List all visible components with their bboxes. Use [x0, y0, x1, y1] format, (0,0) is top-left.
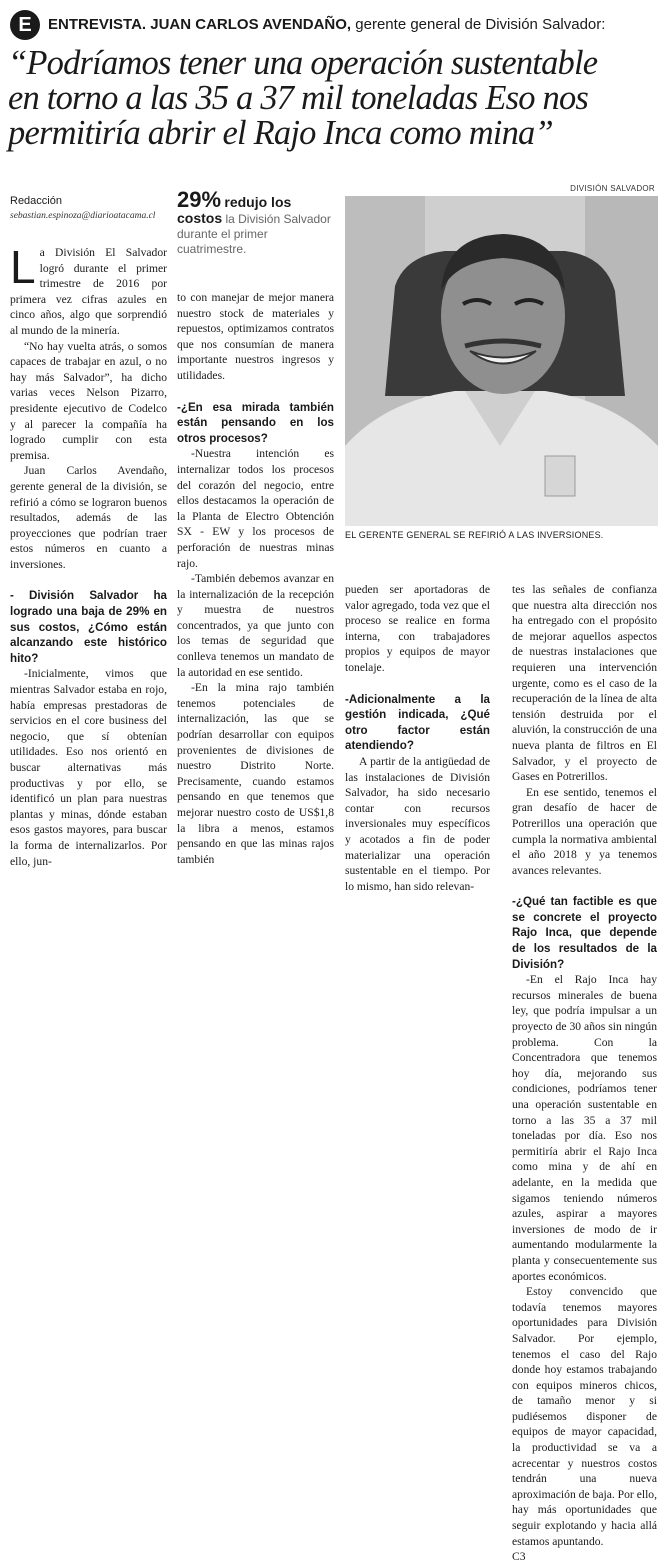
pull-quote-text: la División Salvador durante el primer cuatrimestre.	[177, 212, 331, 256]
byline-label: Redacción	[10, 195, 62, 207]
interviewee-name: JUAN CARLOS AVENDAÑO,	[150, 16, 352, 33]
article-column-2	[177, 290, 334, 867]
end-mark: C3	[512, 1550, 526, 1564]
paragraph: Juan Carlos Avendaño, gerente general de la división, se refirió a cómo se lograron buenos resultados, además de las proyecciones que podrían traer estos números en cuanto a inversiones.	[10, 464, 167, 571]
pull-quote	[177, 187, 334, 257]
paragraph: -Inicialmente, vimos que mientras Salvador estaba en rojo, había empresas prestadoras de servicios en el core business del negocio, que sí obtenían utilidades. Eso nos orientó en buscar alternativas más productivas y por ello, se identificó un plan para nuestras plantas y minas, dónde estaban esos gastos mayores, para buscar la forma de internalizarlos. Por ello, jun-	[10, 667, 167, 868]
headline-line-2: en torno a las 35 a 37 mil toneladas Eso nos	[8, 79, 589, 117]
paragraph: -En la mina rajo también tenemos potenciales de internalización, las que se podrían desarrollar con equipos provenientes de divisiones de nuestro Distrito Norte. Precisamente, cuando estamos pensando en que tenemos que mejorar nuestro costo de US$1,8 la libra a menos, estamos pensando en que las minas rajos también	[177, 681, 334, 866]
section-label: ENTREVISTA.	[48, 16, 147, 33]
paragraph: Estoy convencido que todavía tenemos mayores oportunidades para División Salvador. Por ejemplo, tenemos el caso del Rajo donde hoy estamos trabajando con equipos mineros chicos, de tamaño menor y si pudiésemos disponer de equipos de mayor capacidad, la productividad se va a acrecentar y nuestros costos tendrán una nueva aproximación de baja. Por ello, hay más oportunidades que seguir explotando y hacia allá estamos apuntando.	[512, 1285, 657, 1548]
paragraph: La División El Salvador logró durante el primer trimestre de 2016 por primera vez cifras azules en cinco años, algo que sorprendió al mundo de la minería.	[10, 241, 167, 337]
pull-quote-bold-2: costos	[177, 210, 223, 226]
interview-question: -¿Qué tan factible es que se concrete el proyecto Rajo Inca, que depende de los resultados de la División?	[512, 895, 657, 971]
paragraph: -En el Rajo Inca hay recursos minerales de buena ley, que podría impulsar a un proyecto de 30 años sin ningún problema. Con la Concentradora que tenemos hoy día, mejorando sus condiciones, podríamos tener una operación sustentable en torno a las 35 a 37 mil toneladas por día. Eso nos permitiría abrir el Rajo Inca como mina y de ahí en adelante, en la medida que sigamos teniendo números azules, aspirar a mayores inversiones de modo de ir aumentando modularmente la planta y consecuentemente sus aportes económicos.	[512, 973, 657, 1283]
pull-quote-percent: 29%	[177, 187, 222, 212]
interview-question: -Adicionalmente a la gestión indicada, ¿Qué otro factor están atendiendo?	[345, 692, 490, 753]
kicker-line	[48, 16, 605, 33]
photo-credit: DIVISIÓN SALVADOR	[570, 184, 655, 193]
paragraph: En ese sentido, tenemos el gran desafío de hacer de Potrerillos una operación que cumpla la normativa ambiental el año 2018 y ya tenemos avances relevantes.	[512, 785, 657, 877]
interviewee-photo	[345, 196, 658, 526]
headline-line-1: “Podríamos tener una operación sustentable	[8, 44, 598, 82]
interviewee-role: gerente general de División Salvador:	[355, 16, 606, 33]
interview-question: -¿En esa mirada también están pensando en los otros procesos?	[177, 400, 334, 445]
portrait-image	[345, 196, 658, 526]
section-badge-icon: E	[10, 10, 40, 40]
paragraph: “No hay vuelta atrás, o somos capaces de trabajar en azul, o no hay más Salvador”, ha dicho varias veces Nelson Pizarro, presidente ejecutivo de Codelco y al parecer la compañía ha logrado cumplir con esta premisa.	[10, 339, 167, 462]
headline	[8, 46, 658, 151]
paragraph: to con manejar de mejor manera nuestro stock de materiales y repuestos, optimizamos contratos que nos consumían de manera importante nuestros ingresos y utilidades.	[177, 291, 334, 382]
drop-cap: L	[10, 241, 36, 293]
pull-quote-bold-1: redujo los	[224, 194, 292, 210]
interview-question: - División Salvador ha logrado una baja de 29% en sus costos, ¿Cómo están alcanzando este histórico hito?	[10, 589, 167, 665]
paragraph: -También debemos avanzar en la internalización de la recepción y muestra de nuestros concentrados, ya que junto con los temas de seguridad que conlleva tenemos un mandato de la autoridad en ese sentido.	[177, 572, 334, 679]
article-column-1	[10, 241, 167, 869]
headline-line-3: permitiría abrir el Rajo Inca como mina”	[8, 114, 553, 152]
article-column-4	[512, 582, 657, 1565]
paragraph: A partir de la antigüedad de las instalaciones de División Salvador, ha sido necesario contar con recursos inversionales muy específicos y acotados a fin de poder materializar una operación sustentable en el tiempo. Por lo mismo, han sido relevan-	[345, 754, 490, 893]
section-header	[10, 10, 655, 40]
paragraph: pueden ser aportadoras de valor agregado, toda vez que el proceso se realice en forma interna, con trabajadores propios y equipos de mayor tonelaje.	[345, 583, 490, 674]
article-column-3	[345, 582, 490, 894]
paragraph: tes las señales de confianza que nuestra alta dirección nos ha entregado con el propósito de mejorar aquellos aspectos de nuestras instalaciones que requieren una intervención urgente, como es el caso de la recuperación de la línea de alta tensión destruida por el aluvión, la construcción de una nueva planta de filtros en El Salvador, y el proyecto de Gases en Potrerillos.	[512, 583, 657, 784]
photo-caption: EL GERENTE GENERAL SE REFIRIÓ A LAS INVERSIONES.	[345, 530, 604, 540]
byline-email: sebastian.espinoza@diarioatacama.cl	[10, 211, 156, 221]
paragraph: -Nuestra intención es internalizar todos los procesos del corazón del negocio, entre ellos destacamos la operación de la Planta de Electro Obtención SX - EW y los procesos de perforación de nuestras minas rajo.	[177, 447, 334, 570]
